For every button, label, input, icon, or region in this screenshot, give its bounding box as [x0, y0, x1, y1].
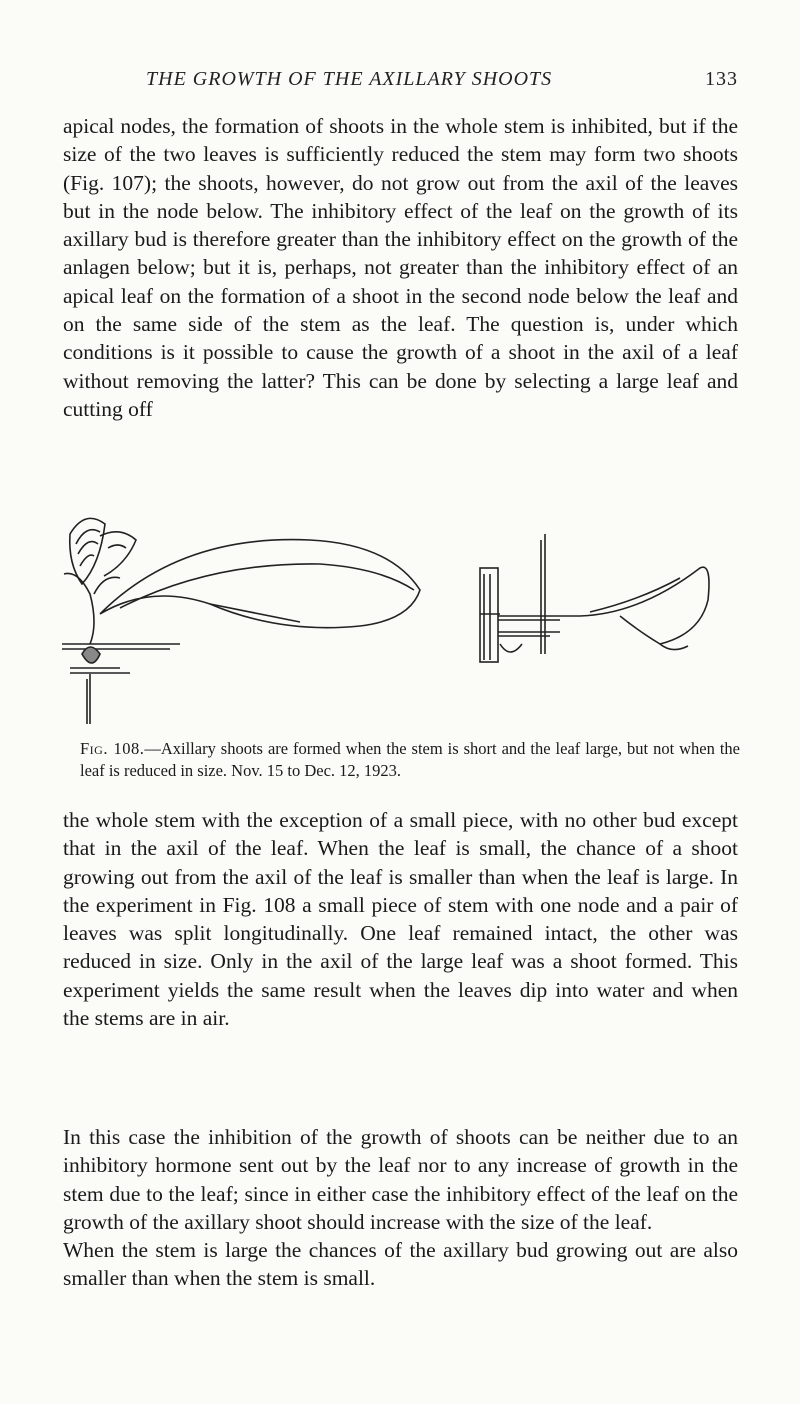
- figure-caption: [80, 738, 740, 782]
- body-paragraph-3: In this case the inhibition of the growth of shoots can be neither due to an inhibitory hormone sent out by the leaf nor to any increase of growth in the stem due to the leaf; since in either case the inhibitory effect of the leaf on the growth of the axillary shoot should increase with the size of the leaf.: [63, 1125, 738, 1234]
- specimen-small-leaf-drawing: [480, 534, 709, 662]
- specimen-large-leaf-drawing: [62, 518, 420, 724]
- running-head-title: THE GROWTH OF THE AXILLARY SHOOTS: [146, 68, 553, 90]
- figure-label: Fig. 108.: [80, 739, 145, 758]
- figure-108-illustration: [60, 504, 740, 724]
- body-paragraph-2: the whole stem with the exception of a small piece, with no other bud except that in the axil of the leaf. When the leaf is small, the chance of a shoot growing out from the axil of the leaf is smaller than when the leaf is large. In the experiment in Fig. 108 a small piece of stem with one node and a pair of leaves was split longitudinally. One leaf remained intact, the other was reduced in size. Only in the axil of the large leaf was a shoot formed. This experiment yields the same result when the leaves dip into water and when the stems are in air.: [63, 808, 738, 1031]
- running-head: [146, 68, 738, 91]
- figure-caption-text: —Axillary shoots are formed when the stem is short and the leaf large, but not when the leaf is reduced in size. Nov. 15 to Dec. 12, 1923.: [80, 739, 741, 780]
- body-paragraph-4: When the stem is large the chances of the axillary bud growing out are also smaller than when the stem is small.: [63, 1238, 738, 1291]
- body-paragraph-1: apical nodes, the formation of shoots in the whole stem is inhibited, but if the size of the two leaves is sufficiently reduced the stem may form two shoots (Fig. 107); the shoots, however, do not grow out from the axil of the leaves but in the node below. The inhibitory effect of the leaf on the growth of its axillary bud is therefore greater than the inhibitory effect on the growth of the anlagen below; but it is, perhaps, not greater than the inhibitory effect of an apical leaf on the formation of a shoot in the second node below the leaf and on the same side of the stem as the leaf. The question is, under which conditions is it possible to cause the growth of a shoot in the axil of a leaf without removing the latter? This can be done by selecting a large leaf and cutting off: [63, 114, 738, 421]
- page-number: 133: [705, 68, 738, 90]
